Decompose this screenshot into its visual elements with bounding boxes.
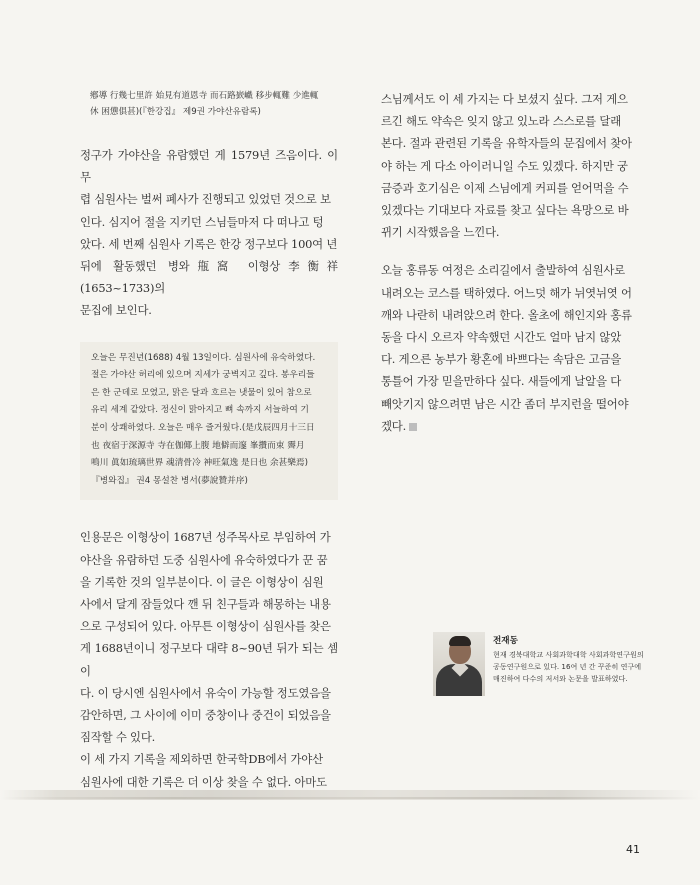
text-line: 짐작할 수 있다. (80, 730, 156, 745)
text-line: 르긴 해도 약속은 잊지 않고 있노라 스스로를 달래 (381, 114, 622, 129)
quote-line: 은 한 군데로 모였고, 맑은 달과 흐르는 냇물이 있어 참으로 (91, 387, 312, 398)
text-line: 았다. 세 번째 심원사 기록은 한강 정구보다 100여 년 (80, 236, 338, 251)
right-column (381, 88, 643, 437)
quote-line: 也 夜宿于深源寺 寺在伽倻上腹 地僻而邃 峯攢而束 霽月 (91, 440, 305, 451)
quote-line: 鳴川 眞如琉璃世界 魂清骨冷 神旺氣逸 是日也 余甚樂焉) (91, 458, 309, 469)
left-paragraph-2 (80, 526, 338, 748)
author-desc-line: 현재 경북대학교 사회과학대학 사회과학연구원의 (493, 650, 644, 659)
text-line: 통틀어 가장 믿을만하다 싶다. 새들에게 날알을 다 (381, 374, 622, 389)
text-line: 을 기록한 것의 일부분이다. 이 글은 이형상이 심원 (80, 574, 324, 589)
author-name: 전재동 (493, 636, 518, 646)
author-box (433, 632, 648, 696)
text-line: 인다. 심지어 절을 지키던 스님들마저 다 떠나고 텅 (80, 214, 324, 229)
quote-line: 오늘은 무진년(1688) 4월 13일이다. 심원사에 유숙하였다. (91, 352, 316, 363)
text-line: 야산을 유람하던 도중 심원사에 유숙하였다가 꾼 꿈 (80, 552, 328, 567)
text-line: 금증과 호기심은 이제 스님에게 커피를 얻어먹을 수 (381, 180, 629, 195)
author-photo (433, 632, 485, 696)
text-line: 있겠다는 기대보다 자료를 찾고 싶다는 욕망으로 바 (381, 203, 629, 218)
text-line-last (381, 415, 643, 437)
decorative-divider-line (0, 797, 700, 799)
text-line: 동을 다시 오르자 약속했던 시간도 얼마 남지 않았 (381, 330, 622, 345)
text-line: 깨와 나란히 내려앉으려 한다. 올초에 해인지와 홍류 (381, 307, 632, 322)
quote-line: 유리 세계 같았다. 정신이 맑아지고 뼈 속까지 서늘하여 기 (91, 405, 309, 416)
text-line: 게 1688년이니 정구보다 대략 8~90년 뒤가 되는 셈이 (80, 641, 338, 678)
text-line: 뀌기 시작했음을 느낀다. (381, 225, 500, 240)
left-paragraph-3 (80, 748, 338, 792)
author-desc-line: 매진하여 다수의 저서와 논문을 발표하였다. (493, 674, 628, 684)
quote-line: 절은 가야산 허리에 있으며 지세가 궁벽지고 깊다. 봉우리들 (91, 370, 315, 381)
text-line: 스님께서도 이 세 가지는 다 보셨지 싶다. 그저 게으 (381, 92, 628, 106)
text-line: 인용문은 이형상이 1687년 성주목사로 부임하여 가 (80, 530, 331, 545)
text-line: 오늘 홍류동 여정은 소리길에서 출발하여 심원사로 (381, 263, 625, 278)
text-line: 내려오는 코스를 택하였다. 어느덧 해가 뉘엿뉘엿 어 (381, 285, 632, 300)
end-mark-icon (409, 423, 417, 431)
right-paragraph-1 (381, 88, 643, 243)
paragraph-gap (381, 243, 643, 259)
text-line: 으로 구성되어 있다. 아무튼 이형상이 심원사를 찾은 (80, 619, 331, 634)
text-line: 겠다. (381, 418, 407, 433)
text-line: 이 세 가지 기록을 제외하면 한국학DB에서 가야산 (80, 752, 323, 767)
page-number: 41 (626, 843, 640, 856)
text-line: 사에서 달게 잠들었다 깬 뒤 친구들과 해몽하는 내용 (80, 596, 331, 611)
top-quote-line: 休 困憊俱甚)(『한강집』 제9권 가야산유람록) (90, 107, 261, 117)
author-description (493, 649, 653, 686)
text-line: 빼앗기지 않으려면 남은 시간 좀더 부지런을 떨어야 (381, 396, 629, 411)
quote-box (80, 342, 338, 501)
text-line: 야 하는 게 다소 아이러니일 수도 있겠다. 하지만 궁 (381, 158, 628, 173)
text-line: 다. 게으른 농부가 황혼에 바쁘다는 속담은 고금을 (381, 352, 622, 367)
top-quote-line: 鄕導 行幾七里許 始見有道恩寺 而石路嶔巇 移步輒難 少進輒 (90, 91, 319, 101)
quote-source: 『병와집』 권4 몽설찬 병서(夢說贊并序) (91, 475, 248, 486)
left-paragraph-1 (80, 144, 338, 322)
author-desc-line: 공동연구원으로 있다. 16여 년 간 꾸준히 연구에 (493, 662, 642, 672)
text-line: 렵 심원사는 벌써 폐사가 진행되고 있었던 것으로 보 (80, 192, 331, 207)
text-line: 다. 이 당시엔 심원사에서 유숙이 가능할 정도였음을 (80, 685, 331, 700)
top-quote (80, 88, 338, 120)
left-column (80, 88, 338, 793)
text-line: 본다. 절과 관련된 기록을 유학자들의 문집에서 찾아 (381, 136, 632, 151)
text-line: 감안하면, 그 사이에 이미 중창이나 중건이 되었음을 (80, 708, 331, 722)
text-line: 심원사에 대한 기록은 더 이상 찾을 수 없다. 아마도 (80, 774, 327, 789)
text-line: 뒤에 활동했던 병와甁窩 이형상李衡祥(1653~1733)의 (80, 259, 338, 296)
quote-line: 분이 상쾌하였다. 오늘은 매우 즐거웠다.(是戊辰四月十三日 (91, 423, 315, 433)
text-line: 문집에 보인다. (80, 303, 152, 318)
text-line: 정구가 가야산을 유람했던 게 1579년 즈음이다. 이 무 (80, 148, 338, 185)
right-paragraph-2 (381, 259, 643, 437)
